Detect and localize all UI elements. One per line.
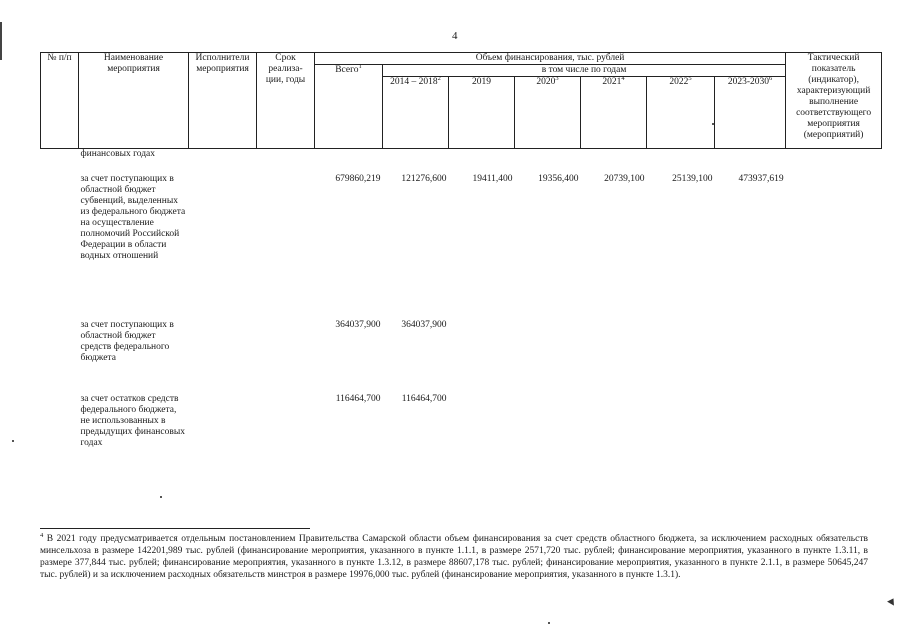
header-total: Всего$^1$ <box>315 65 383 149</box>
scan-speck <box>12 440 14 442</box>
cell-2014-2018: 116464,700 <box>401 394 447 404</box>
header-funding: Объем финансирования, тыс. рублей <box>315 53 786 65</box>
header-year-2014-2018: 2014 – 2018$^2$ <box>383 77 449 149</box>
footnote-text: В 2021 году предусматривается отдельным постановлением Правительства Самарской области объем финансирования за счет средств областного бюджета, за исключением расходных обязательств минсельхоза в размере 142201,989 тыс. рублей (финансирование мероприятия, указанного в пункте 1.1.1, в размере 2571,720 тыс. рублей; финансирование мероприятия, указанного в пункте 1.3.11, в размере 377,844 тыс. рублей; финансирование мероприятия, указанного в пункте 1.3.12, в размере 88607,178 тыс. рублей; финансирование мероприятия, указанного в пункте 2.1.1, в размере 50645,247 тыс. рублей) и за исключением расходных обязательств минстроя в размере 19976,000 тыс. рублей (финансирование мероприятия, указанного в пункте 1.3.1). <box>40 534 868 580</box>
cell-2014-2018: 121276,600 <box>401 174 447 184</box>
cell-total: 364037,900 <box>335 320 381 330</box>
scan-speck <box>160 496 162 498</box>
header-indicator: Тактический показатель (индикатор), характеризующий выполнение соответствующего мероприятия (мероприятий) <box>786 53 882 149</box>
cell-2021: 20739,100 <box>604 174 645 184</box>
cell-2019: 19411,400 <box>472 174 513 184</box>
scan-mark <box>887 596 897 605</box>
scan-speck <box>712 123 714 125</box>
table-row <box>41 310 882 386</box>
row-name: за счет поступающих в областной бюджет субвенций, выделенных из федерального бюджета на осуществление полномочий Российской Федерации в области водных отношений <box>80 174 186 261</box>
footnote-separator <box>40 528 310 529</box>
header-year-2019: 2019 <box>449 77 515 149</box>
footnote <box>40 533 868 581</box>
cell-2020: 19356,400 <box>538 174 579 184</box>
header-number: № п/п <box>41 53 79 149</box>
table-row <box>41 160 882 310</box>
table-row <box>41 386 882 476</box>
footnote-marker: 4 <box>40 531 44 539</box>
header-term: Срок реализа- ции, годы <box>257 53 315 149</box>
row-continuation-text: финансовых годах <box>80 149 156 159</box>
financing-table <box>40 52 882 476</box>
cell-2014-2018: 364037,900 <box>401 320 447 330</box>
scan-speck <box>548 622 550 624</box>
table-row <box>41 149 882 161</box>
header-year-2022: 2022$^5$ <box>647 77 715 149</box>
cell-2023-2030: 473937,619 <box>738 174 784 184</box>
scan-edge-mark <box>0 22 2 60</box>
table-body <box>41 149 882 477</box>
page-number: 4 <box>452 30 458 42</box>
cell-total: 116464,700 <box>335 394 381 404</box>
header-year-2023-2030: 2023-2030$^6$ <box>715 77 786 149</box>
header-name: Наименование мероприятия <box>79 53 189 149</box>
header-year-2021: 2021$^4$ <box>581 77 647 149</box>
header-by-years: в том числе по годам <box>383 65 786 77</box>
header-year-2020: 2020$^3$ <box>515 77 581 149</box>
header-executors: Исполнители мероприятия <box>189 53 257 149</box>
row-name: за счет остатков средств федерального бюджета, не использованных в предыдущих финансовых годах <box>80 394 185 448</box>
cell-2022: 25139,100 <box>672 174 713 184</box>
cell-total: 679860,219 <box>335 174 381 184</box>
table-header <box>41 53 882 149</box>
row-name: за счет поступающих в областной бюджет средств федерального бюджета <box>80 320 174 363</box>
